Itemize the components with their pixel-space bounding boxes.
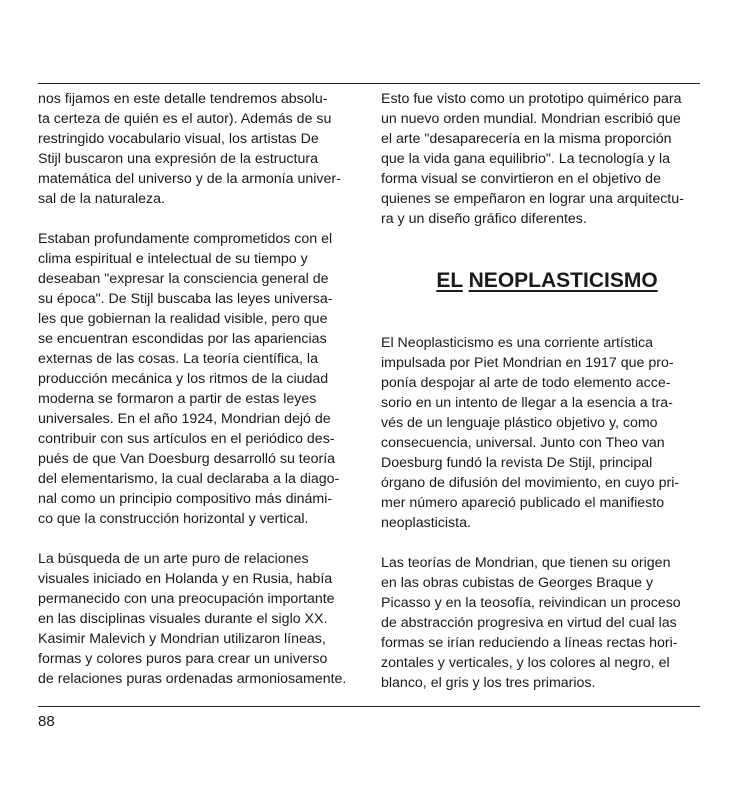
text-line: restringido vocabulario visual, los artistas De [38,131,319,147]
text-line: matemática del universo y de la armonía univer- [38,171,341,187]
text-line: nal como un principio compositivo más dinámi- [38,491,333,507]
text-line: co que la construcción horizontal y vertical. [38,511,309,527]
left-paragraph-3 [38,549,354,689]
text-line: neoplasticista. [381,515,471,531]
text-line: Las teorías de Mondrian, que tienen su origen [381,555,671,571]
heading-word-neoplasticismo: NEOPLASTICISMO [468,269,658,292]
text-line: La búsqueda de un arte puro de relaciones [38,551,309,567]
text-line: clima espiritual e intelectual de su tiempo y [38,251,308,267]
left-column [38,89,354,689]
text-line: ra y un diseño gráfico diferentes. [381,211,587,227]
text-line: el arte "desaparecería en la misma proporción [381,131,672,147]
text-line: en las disciplinas visuales durante el siglo XX. [38,611,328,627]
right-paragraph-2 [381,553,701,693]
text-line: universales. En el año 1924, Mondrian dejó de [38,411,331,427]
text-line: zontales y verticales, y los colores al negro, el [381,655,670,671]
right-column [381,89,701,693]
text-line: Esto fue visto como un prototipo quimérico para [381,91,682,107]
text-line: impulsada por Piet Mondrian en 1917 que pro- [381,355,674,371]
text-line: les que gobiernan la realidad visible, pero que [38,311,328,327]
text-line: formas y colores puros para crear un universo [38,651,328,667]
text-line: sorio en un intento de llegar a la esencia a tra- [381,395,673,411]
text-line: externas de las cosas. La teoría científica, la [38,351,318,367]
text-line: ta certeza de quién es el autor). Además de su [38,111,332,127]
text-line: del elementarismo, la cual declaraba a la diago- [38,471,340,487]
text-line: Estaban profundamente comprometidos con el [38,231,333,247]
text-line: blanco, el gris y los tres primarios. [381,675,596,691]
text-line: El Neoplasticismo es una corriente artística [381,335,654,351]
text-line: producción mecánica y los ritmos de la ciudad [38,371,329,387]
heading-word-el: EL [436,269,463,292]
text-line: contribuir con sus artículos en el periódico des- [38,431,335,447]
text-line: consecuencia, universal. Junto con Theo van [381,435,665,451]
text-line: vés de un lenguaje plástico objetivo y, como [381,415,658,431]
bottom-rule [38,706,700,707]
text-line: mer número apareció publicado el manifiesto [381,495,665,511]
text-line: pués de que Van Doesburg desarrolló su teoría [38,451,336,467]
text-line: sal de la naturaleza. [38,191,165,207]
text-line: visuales iniciado en Holanda y en Rusia, había [38,571,333,587]
text-line: de abstracción progresiva en virtud del cual las [381,615,677,631]
text-line: se encuentran escondidas por las apariencias [38,331,327,347]
text-line: órgano de difusión del movimiento, en cuyo pri- [381,475,680,491]
text-line: permanecido con una preocupación importante [38,591,335,607]
text-line: moderna se formaron a partir de estas leyes [38,391,317,407]
text-line: su época". De Stijl buscaba las leyes universa- [38,291,333,307]
page-number: 88 [38,713,55,730]
text-line: ponía despojar al arte de todo elemento acce- [381,375,671,391]
text-line: Stijl buscaron una expresión de la estructura [38,151,318,167]
text-line: de relaciones puras ordenadas armoniosamente. [38,671,347,687]
text-line: que la vida gana equilibrio". La tecnología y la [381,151,670,167]
text-line: un nuevo orden mundial. Mondrian escribió que [381,111,681,127]
text-line: nos fijamos en este detalle tendremos absolu- [38,91,328,107]
right-paragraph-1 [381,333,701,533]
text-line: formas se irían reduciendo a líneas rectas hori- [381,635,678,651]
text-line: quienes se empeñaron en lograr una arquitectu- [381,191,684,207]
top-rule [38,83,700,84]
left-paragraph-2 [38,229,354,529]
text-line: Picasso y en la teosofía, reivindican un proceso [381,595,681,611]
text-line: Kasimir Malevich y Mondrian utilizaron líneas, [38,631,326,647]
left-paragraph-1 [38,89,354,209]
text-line: deseaban "expresar la consciencia general de [38,271,329,287]
text-line: forma visual se convirtieron en el objetivo de [381,171,661,187]
right-intro-paragraph [381,89,701,229]
section-heading [381,267,701,295]
text-line: en las obras cubistas de Georges Braque y [381,575,654,591]
text-line: Doesburg fundó la revista De Stijl, principal [381,455,653,471]
